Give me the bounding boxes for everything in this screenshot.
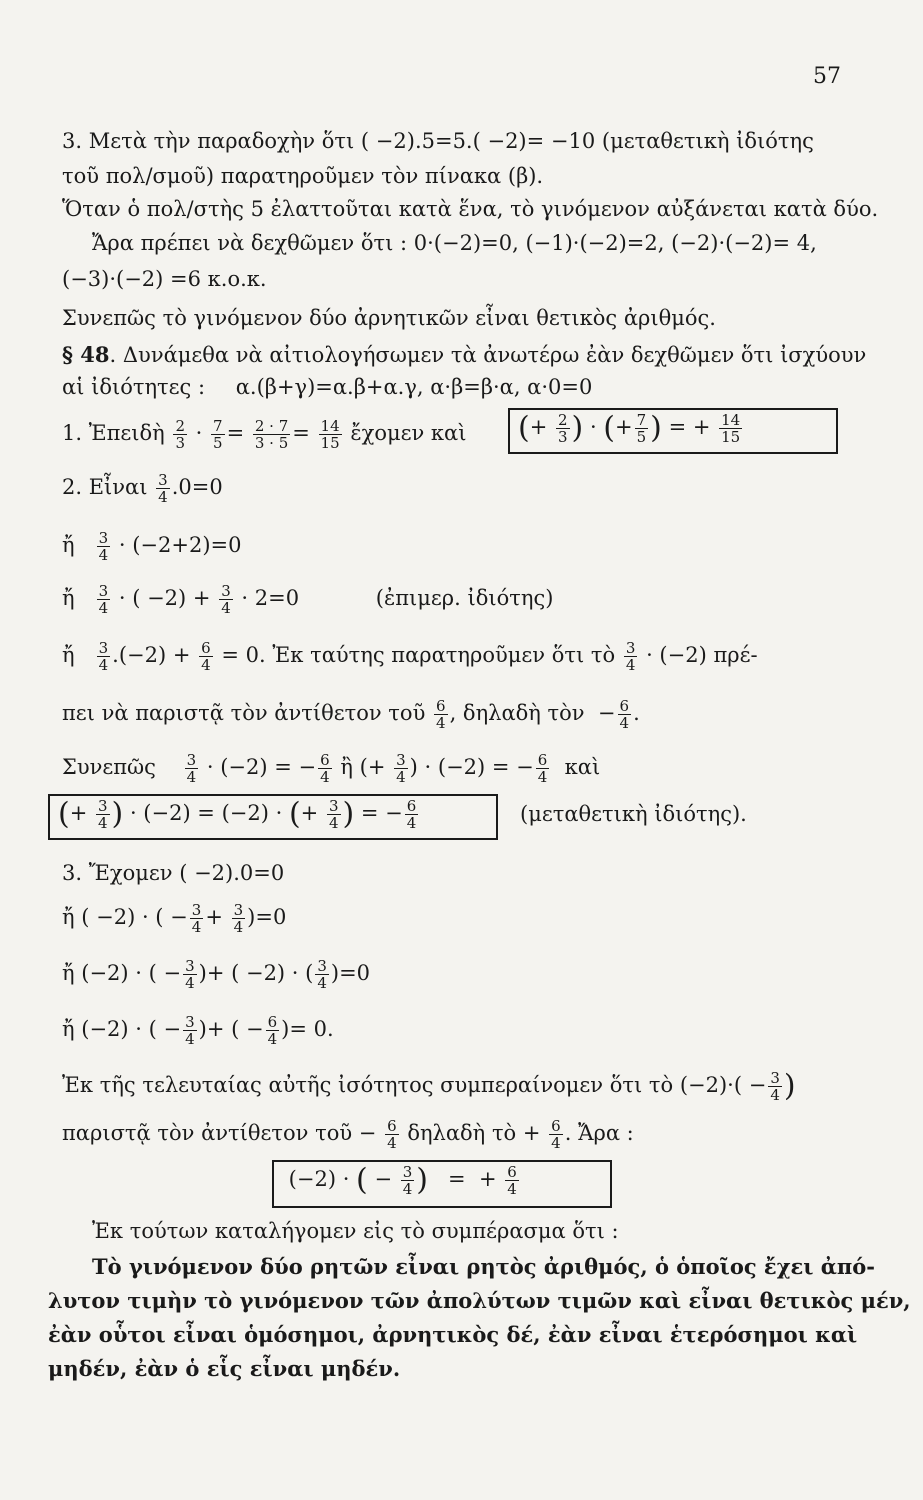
expression: · (−2) = − (206, 755, 317, 779)
or-label: ἤ (62, 533, 75, 557)
conclusion-line-1: Τὸ γινόμενον δύο ρητῶν εἶναι ρητὸς ἀριθμός, ὁ ὁποῖος ἔχει ἀπό- (92, 1254, 875, 1279)
expression: .(−2) + (112, 643, 191, 667)
fraction-3-4: $\frac{3}{4}$ (770, 1069, 780, 1104)
fraction-2x7-3x5: $\frac{2 \cdot 7}{3 \cdot 5}$ (254, 417, 289, 452)
conclusion-line-2: λυτον τιμὴν τὸ γινόμενον τῶν ἀπολύτων τιμῶν καὶ εἶναι θετικὸς μέν, (48, 1288, 911, 1313)
line-since-product: 1. Ἐπειδὴ $\frac{2}{3}$ · $\frac{7}{5}$ = $\frac{2 \cdot 7}{3 \cdot 5}$ = $\frac{14}{15}$ ἔχομεν καὶ (62, 417, 467, 452)
fraction-3-4: $\frac{3}{4}$ (158, 471, 168, 506)
fraction-3-4: $\frac{3}{4}$ (185, 957, 195, 992)
line-represents-opposite (62, 1118, 634, 1151)
therefore-text: . Ἄρα : (564, 1121, 634, 1145)
fraction-3-4: $\frac{3}{4}$ (98, 582, 109, 617)
fraction-14-15: $\frac{14}{15}$ (320, 417, 340, 452)
expression: )=0 (247, 905, 287, 929)
boxed-result-positive-product: (+ $\frac{2}{3}$ ) · (+ $\frac{7}{5}$ ) = + $\frac{14}{15}$ (508, 408, 838, 454)
and-label: καὶ (564, 755, 601, 779)
since-label: 1. Ἐπειδὴ (62, 421, 165, 445)
opposite-text: πει νὰ παριστᾷ τὸν ἀντίθετον τοῦ (62, 701, 426, 725)
commutative-note: (μεταθετικὴ ἰδιότης). (520, 802, 747, 826)
properties-list: α.(β+γ)=α.β+α.γ, α·β=β·α, α·0=0 (235, 375, 593, 399)
or-label: ἤ (62, 643, 75, 667)
fraction-3-4: $\frac{3}{4}$ (98, 639, 109, 674)
expression: )=0 (330, 961, 371, 985)
expression: ἤ (−2) · ( − (62, 961, 182, 985)
line-from-last-equality: Ἐκ τῆς τελευταίας αὐτῆς ἰσότητος συμπεραίνομεν ὅτι τὸ (−2)·( − $\frac{3}{4}$ ) (62, 1068, 796, 1104)
fraction-6-4: $\frac{6}{4}$ (387, 1117, 397, 1152)
line-product-negatives: Συνεπῶς τὸ γινόμενον δύο ἀρνητικῶν εἶναι θετικὸς ἀριθμός. (62, 306, 716, 330)
namely-text: , δηλαδὴ τὸν (449, 701, 585, 725)
fraction-2-3: $\frac{2}{3}$ (175, 417, 185, 452)
expression: ἤ (−2) · ( − (62, 1017, 182, 1041)
zero-product: .0=0 (171, 475, 223, 499)
page-number: 57 (813, 64, 841, 89)
observation-text: = 0. Ἐκ ταύτης παρατηροῦμεν ὅτι τὸ (221, 643, 616, 667)
distributive-note: (ἐπιμερ. ἰδιότης) (375, 586, 554, 610)
fraction-3-4: $\frac{3}{4}$ (98, 529, 109, 564)
fraction-6-4: $\frac{6}{4}$ (267, 1013, 278, 1048)
fraction-6-4: $\frac{6}{4}$ (619, 697, 630, 732)
fraction-3-4: $\frac{3}{4}$ (396, 751, 406, 786)
line-therefore-negative (62, 752, 600, 785)
properties-label: αἱ ἰδιότητες : (62, 375, 206, 399)
expression: · (−2+2)=0 (118, 533, 242, 557)
expression: ἤ ( −2) · ( (62, 905, 164, 929)
conclusion-line-3: ἐὰν οὗτοι εἶναι ὁμόσημοι, ἀρνητικὸς δέ, ἐὰν εἶναι ἑτερόσημοι καὶ (48, 1322, 858, 1347)
line-table-reference: τοῦ πολ/σμοῦ) παρατηροῦμεν τὸν πίνακα (β). (62, 164, 544, 188)
expression: ἢ (+ (340, 755, 386, 779)
expression: )+ ( − (198, 1017, 264, 1041)
fraction-3-4: $\frac{3}{4}$ (221, 582, 231, 617)
fraction-3-4: $\frac{3}{4}$ (186, 751, 197, 786)
section-number: § 48 (62, 342, 110, 367)
line-eta-3 (62, 640, 758, 673)
conclude-text: Ἐκ τῆς τελευταίας αὐτῆς ἰσότητος συμπεραίνομεν ὅτι τὸ (−2)·( − (62, 1073, 767, 1097)
line-s3-eta-1: ἤ ( −2) · ( − $\frac{3}{4}$ + $\frac{3}{4}$ )=0 (62, 901, 287, 936)
line-section-48 (62, 342, 866, 368)
fraction-6-4: $\frac{6}{4}$ (537, 751, 548, 786)
fraction-3-4: $\frac{3}{4}$ (317, 957, 327, 992)
fraction-6-4: $\frac{6}{4}$ (436, 697, 446, 732)
fraction-6-4: $\frac{6}{4}$ (201, 639, 211, 674)
line-and-so-on: (−3)·(−2) =6 κ.ο.κ. (62, 267, 267, 291)
line-conclusion-lead: Ἐκ τούτων καταλήγομεν εἰς τὸ συμπέρασμα ὅτι : (92, 1219, 619, 1243)
expression: · ( −2) + (118, 586, 211, 610)
fraction-3-4: $\frac{3}{4}$ (233, 901, 244, 936)
boxed-result-negative-product: (−2) · ( − $\frac{3}{4}$ ) = + $\frac{6}{4}$ (272, 1160, 612, 1208)
line-is-zero (62, 472, 223, 505)
line-eta-2 (62, 583, 553, 616)
expression: · 2=0 (241, 586, 300, 610)
is-label: 2. Εἶναι (62, 475, 148, 499)
fraction-6-4: $\frac{6}{4}$ (320, 751, 330, 786)
namely-text: δηλαδὴ τὸ + (407, 1121, 541, 1145)
line-multiplication-commutative: 3. Μετὰ τὴν παραδοχὴν ὅτι ( −2).5=5.( −2)= −10 (μεταθετικὴ ἰδιότης (62, 129, 814, 153)
line-properties (62, 374, 592, 400)
section-text: . Δυνάμεθα νὰ αἰτιολογήσωμεν τὰ ἀνωτέρω ἐὰν δεχθῶμεν ὅτι ἰσχύουν (109, 343, 867, 367)
line-therefore-accept: Ἄρα πρέπει νὰ δεχθῶμεν ὅτι : 0·(−2)=0, (−1)·(−2)=2, (−2)·(−2)= 4, (92, 231, 817, 255)
fraction-3-4: $\frac{3}{4}$ (625, 639, 636, 674)
represents-text: παριστᾷ τὸν ἀντίθετον τοῦ − (62, 1121, 377, 1145)
fraction-6-4: $\frac{6}{4}$ (551, 1117, 561, 1152)
line-s3-eta-3 (62, 1014, 334, 1047)
fraction-7-5: $\frac{7}{5}$ (213, 417, 223, 452)
line-we-have-zero: 3. Ἔχομεν ( −2).0=0 (62, 861, 285, 885)
expression: · (−2) πρέ- (646, 643, 758, 667)
expression: )= 0. (281, 1017, 334, 1041)
or-label: ἤ (62, 586, 75, 610)
expression: )+ ( −2) · ( (198, 961, 314, 985)
fraction-3-4: $\frac{3}{4}$ (185, 1013, 195, 1048)
line-s3-eta-2 (62, 958, 370, 991)
therefore-label: Συνεπῶς (62, 755, 156, 779)
line-eta-1 (62, 530, 241, 563)
we-have-text: ἔχομεν καὶ (350, 421, 467, 445)
fraction-3-4: $\frac{3}{4}$ (191, 901, 202, 936)
line-opposite: πει νὰ παριστᾷ τὸν ἀντίθετον τοῦ $\frac{6}{4}$ , δηλαδὴ τὸν − $\frac{6}{4}$ . (62, 697, 640, 732)
line-multiplier-decreases: Ὅταν ὁ πολ/στὴς 5 ἐλαττοῦται κατὰ ἕνα, τὸ γινόμενον αὐξάνεται κατὰ δύο. (62, 197, 879, 221)
conclusion-line-4: μηδέν, ἐὰν ὁ εἷς εἶναι μηδέν. (48, 1356, 401, 1381)
expression: ) · (−2) = − (409, 755, 534, 779)
boxed-result-commutative: (+ $\frac{3}{4}$ ) · (−2) = (−2) · (+ $\frac{3}{4}$ ) = − $\frac{6}{4}$ (48, 794, 498, 840)
